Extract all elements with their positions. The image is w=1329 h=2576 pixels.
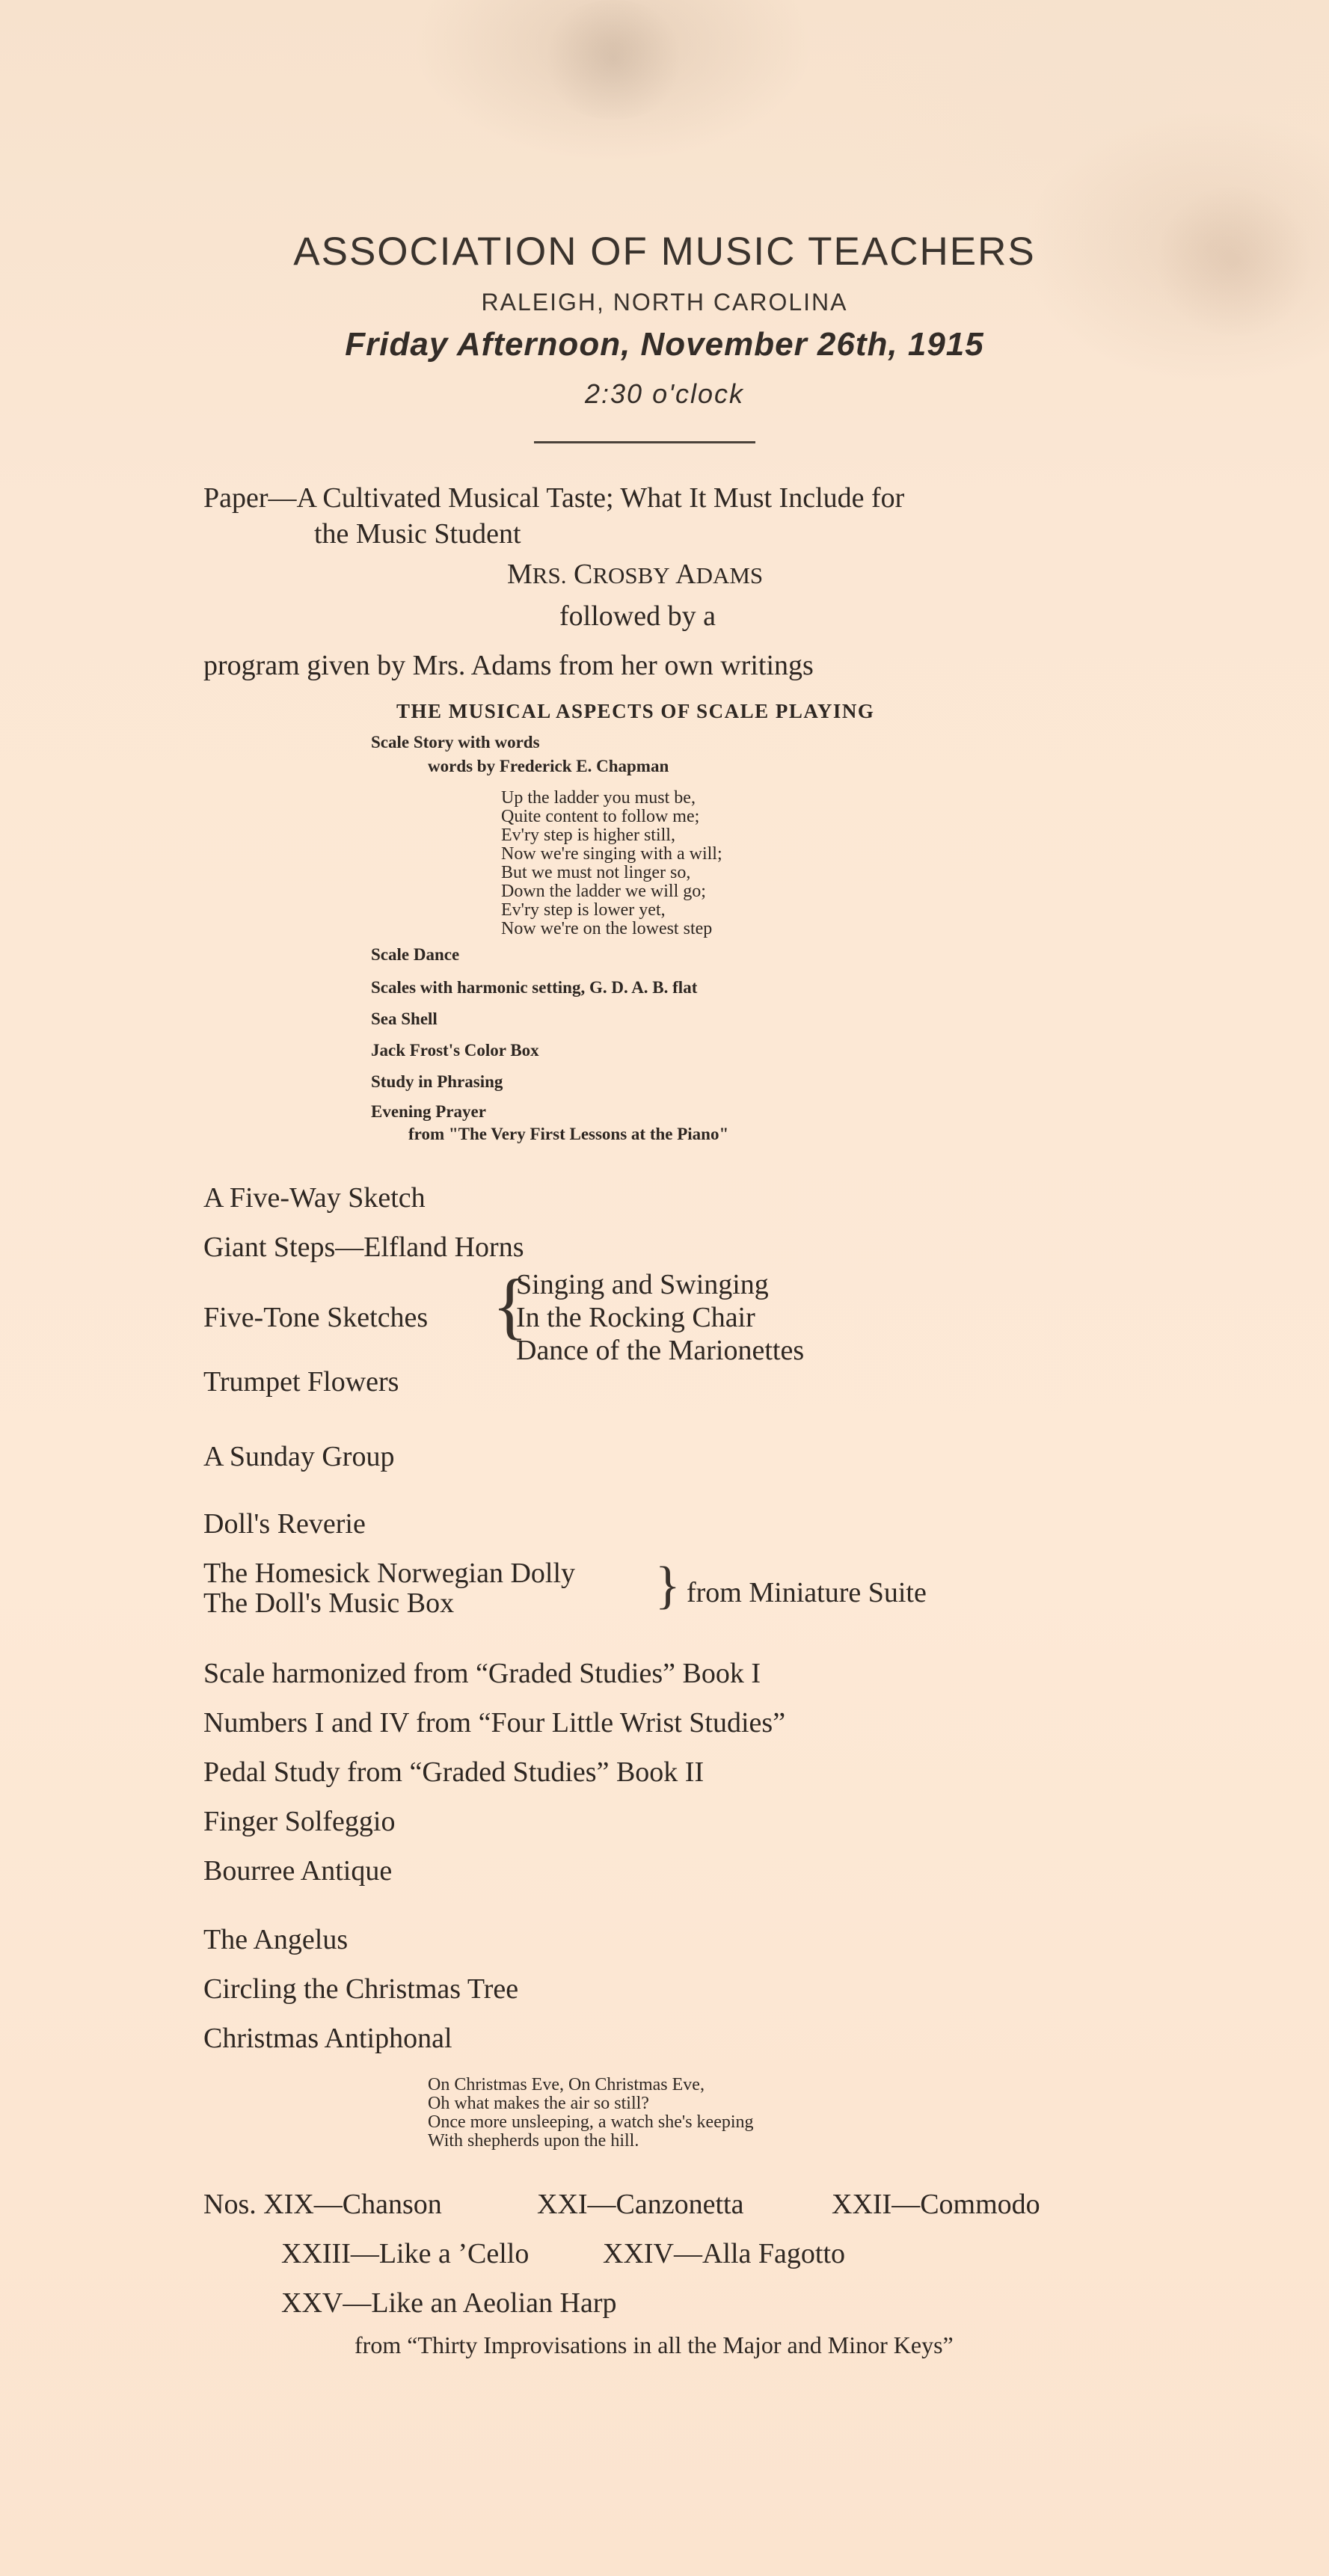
improvisation-item: XXV—Like an Aeolian Harp xyxy=(281,2287,617,2319)
scale-item: Jack Frost's Color Box xyxy=(371,1041,539,1060)
christmas-item: Christmas Antiphonal xyxy=(203,2023,452,2054)
homesick-dolly: The Homesick Norwegian Dolly xyxy=(203,1558,576,1589)
scale-story: Scale Story with words xyxy=(371,733,540,751)
verse-line: With shepherds upon the hill. xyxy=(428,2131,639,2151)
scale-source: from "The Very First Lessons at the Piano" xyxy=(408,1125,729,1143)
scale-item: Scale Dance xyxy=(371,945,460,964)
christmas-verse xyxy=(428,2076,754,2151)
scale-item: Evening Prayer xyxy=(371,1102,486,1121)
study-item: Finger Solfeggio xyxy=(203,1806,396,1837)
verse-line: Up the ladder you must be, xyxy=(501,788,696,808)
followed-text: followed by a xyxy=(559,600,716,632)
verse-line: But we must not linger so, xyxy=(501,863,691,882)
trumpet-flowers: Trumpet Flowers xyxy=(203,1366,399,1398)
verse-line: Ev'ry step is lower yet, xyxy=(501,900,666,920)
christmas-item: Circling the Christmas Tree xyxy=(203,1973,519,2005)
sunday-group-title: A Sunday Group xyxy=(203,1441,395,1472)
five-tone-sub: Dance of the Marionettes xyxy=(516,1335,805,1366)
scale-section-title: THE MUSICAL ASPECTS OF SCALE PLAYING xyxy=(396,700,875,722)
miniature-suite: from Miniature Suite xyxy=(687,1577,927,1608)
verse-line: Down the ladder we will go; xyxy=(501,882,706,901)
christmas-item: The Angelus xyxy=(203,1924,349,1955)
verse-line: Now we're on the lowest step xyxy=(501,919,713,938)
organization-title: ASSOCIATION OF MUSIC TEACHERS xyxy=(293,230,1036,274)
verse-line: Once more unsleeping, a watch she's keeping xyxy=(428,2112,754,2132)
speaker-name: MRS. CROSBY ADAMS xyxy=(507,559,764,590)
verse-credit: words by Frederick E. Chapman xyxy=(428,757,669,775)
improvisation-item: XXIII—Like a ’Cello xyxy=(281,2238,530,2269)
paper-title-line1: Paper—A Cultivated Musical Taste; What It Must Include for xyxy=(203,482,905,514)
study-item: Scale harmonized from “Graded Studies” Book I xyxy=(203,1658,761,1689)
study-item: Numbers I and IV from “Four Little Wrist Studies” xyxy=(203,1707,786,1739)
scale-item: Sea Shell xyxy=(371,1009,438,1028)
verse-line: Now we're singing with a will; xyxy=(501,844,722,864)
improvisations-source: from “Thirty Improvisations in all the Major and Minor Keys” xyxy=(354,2331,954,2358)
scale-item: Study in Phrasing xyxy=(371,1072,503,1091)
scale-verse xyxy=(501,789,722,938)
scale-item: Scales with harmonic setting, G. D. A. B. flat xyxy=(371,978,698,997)
stain-top xyxy=(538,0,688,120)
event-time: 2:30 o'clock xyxy=(585,378,744,409)
improvisation-item: XXIV—Alla Fagotto xyxy=(603,2238,846,2269)
verse-line: On Christmas Eve, On Christmas Eve, xyxy=(428,2075,705,2094)
study-item: Pedal Study from “Graded Studies” Book II xyxy=(203,1756,705,1788)
dolls-reverie: Doll's Reverie xyxy=(203,1508,366,1540)
event-date: Friday Afternoon, November 26th, 1915 xyxy=(345,326,984,363)
five-way-title: A Five-Way Sketch xyxy=(203,1182,426,1214)
improvisation-item: XXI—Canzonetta xyxy=(537,2189,744,2220)
left-brace: { xyxy=(492,1264,528,1347)
paper-title-line2: the Music Student xyxy=(314,518,521,550)
doll-music-box: The Doll's Music Box xyxy=(203,1587,455,1619)
right-brace: } xyxy=(655,1557,681,1614)
header-divider xyxy=(534,441,755,443)
five-tone-sketches: Five-Tone Sketches xyxy=(203,1302,429,1333)
verse-line: Oh what makes the air so still? xyxy=(428,2094,649,2113)
location: RALEIGH, NORTH CAROLINA xyxy=(481,289,848,316)
study-item: Bourree Antique xyxy=(203,1855,393,1887)
improvisation-item: XXII—Commodo xyxy=(832,2189,1040,2220)
verse-line: Quite content to follow me; xyxy=(501,807,700,826)
five-tone-sub: In the Rocking Chair xyxy=(516,1302,755,1333)
improvisation-item: Nos. XIX—Chanson xyxy=(203,2189,442,2220)
giant-steps: Giant Steps—Elfland Horns xyxy=(203,1232,524,1263)
verse-line: Ev'ry step is higher still, xyxy=(501,826,675,845)
five-tone-sub: Singing and Swinging xyxy=(516,1269,769,1300)
program-intro: program given by Mrs. Adams from her own writings xyxy=(203,650,814,681)
